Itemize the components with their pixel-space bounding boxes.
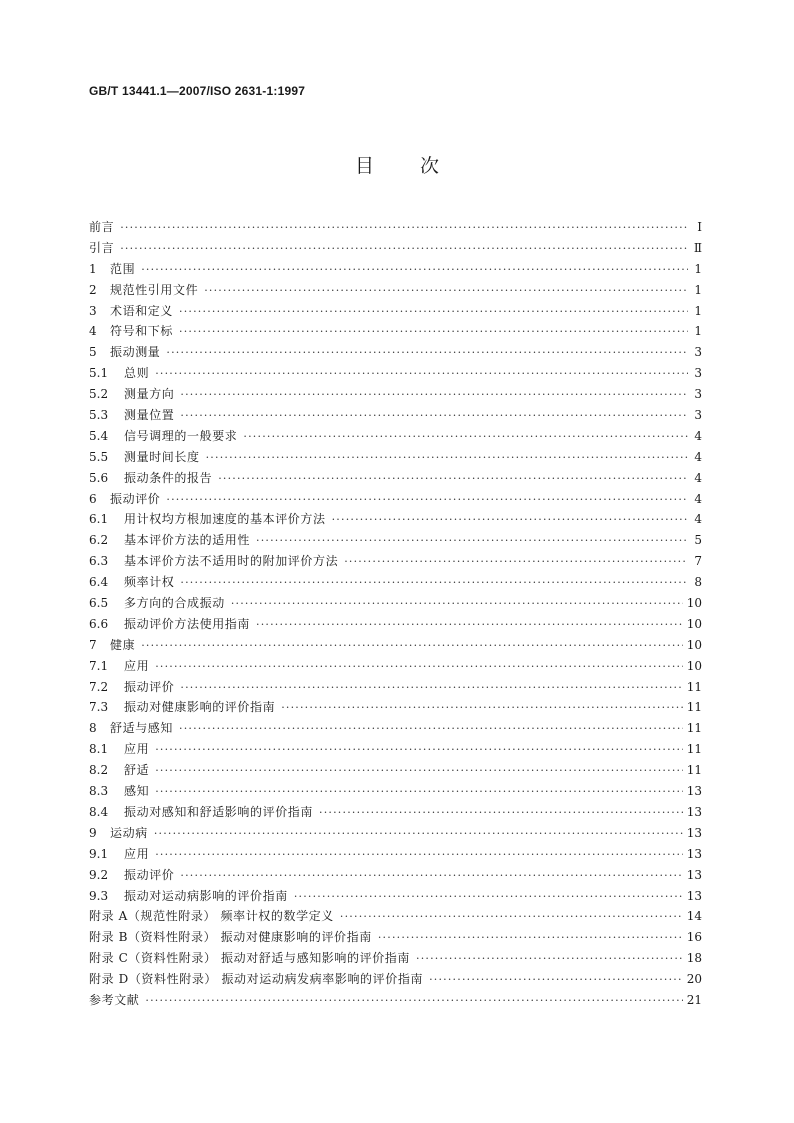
- toc-leader-dots: [154, 824, 683, 845]
- toc-entry-number: 9: [89, 825, 97, 840]
- toc-leader-dots: [141, 636, 683, 657]
- toc-leader-dots: [155, 782, 683, 803]
- toc-entry-page: 1: [694, 324, 702, 339]
- page-title: 目次: [354, 155, 485, 177]
- toc-entry-number: 7.2: [89, 679, 109, 694]
- toc-leader-dots: [416, 949, 683, 970]
- toc-entry-page: 10: [686, 658, 702, 673]
- toc-entry-number: 8.4: [89, 804, 109, 819]
- toc-entry-label: 振动评价: [124, 867, 175, 882]
- toc-entry-page: 1: [694, 261, 702, 276]
- toc-entry[interactable]: [89, 739, 702, 760]
- toc-entry[interactable]: [89, 656, 702, 677]
- toc-entry[interactable]: [89, 321, 702, 342]
- toc-entry-number: 9.1: [89, 846, 109, 861]
- toc-entry[interactable]: [89, 677, 702, 698]
- toc-entry[interactable]: [89, 217, 702, 238]
- toc-leader-dots: [179, 719, 683, 740]
- toc-leader-dots: [155, 761, 683, 782]
- toc-entry-label: 范围: [110, 261, 136, 276]
- toc-entry-label: 参考文献: [89, 992, 140, 1007]
- toc-leader-dots: [179, 322, 688, 343]
- toc-entry-page: 4: [694, 449, 702, 464]
- toc-entry-label: 附录 D（资料性附录） 振动对运动病发病率影响的评价指南: [89, 972, 424, 987]
- toc-entry[interactable]: [89, 509, 702, 530]
- toc-leader-dots: [155, 740, 683, 761]
- standard-code: GB/T 13441.1—2007/ISO 2631-1:1997: [89, 84, 306, 98]
- toc-entry-label: 运动病: [110, 825, 148, 840]
- toc-entry-label: 感知: [124, 784, 150, 799]
- toc-entry-label: 多方向的合成振动: [124, 596, 225, 611]
- toc-entry-label: 振动评价方法使用指南: [124, 616, 251, 631]
- toc-entry-number: 5.3: [89, 408, 109, 423]
- toc-entry-number: 6.6: [89, 616, 109, 631]
- toc-entry-label: 术语和定义: [110, 303, 174, 318]
- toc-entry[interactable]: [89, 990, 702, 1011]
- toc-entry[interactable]: [89, 927, 702, 948]
- toc-entry-label: 振动对健康影响的评价指南: [124, 700, 276, 715]
- toc-leader-dots: [319, 803, 683, 824]
- toc-entry-label: 附录 B（资料性附录） 振动对健康影响的评价指南: [89, 930, 372, 945]
- toc-entry-number: 8: [89, 721, 97, 736]
- toc-entry-page: 4: [694, 491, 702, 506]
- toc-entry-label: 健康: [110, 637, 136, 652]
- toc-entry[interactable]: [89, 969, 702, 990]
- toc-leader-dots: [256, 531, 688, 552]
- toc-entry[interactable]: [89, 886, 702, 907]
- toc-entry-page: 11: [686, 679, 702, 694]
- toc-entry[interactable]: [89, 760, 702, 781]
- toc-entry-number: 5.2: [89, 387, 109, 402]
- toc-entry-page: 13: [686, 846, 702, 861]
- toc-entry-page: 3: [694, 345, 702, 360]
- toc-entry-number: 5.6: [89, 470, 109, 485]
- toc-entry-page: 8: [694, 575, 702, 590]
- toc-entry-label: 信号调理的一般要求: [124, 428, 238, 443]
- toc-entry-label: 振动测量: [110, 345, 161, 360]
- toc-leader-dots: [120, 218, 688, 239]
- toc-entry-label: 测量位置: [124, 408, 175, 423]
- toc-entry-label: 规范性引用文件: [110, 282, 199, 297]
- toc-entry[interactable]: [89, 530, 702, 551]
- toc-entry-page: 13: [686, 825, 702, 840]
- toc-entry-page: 4: [694, 428, 702, 443]
- toc-leader-dots: [180, 573, 688, 594]
- toc-entry-page: 16: [686, 930, 702, 945]
- toc-entry-label: 振动条件的报告: [124, 470, 213, 485]
- toc-leader-dots: [180, 385, 688, 406]
- toc-entry[interactable]: [89, 301, 702, 322]
- toc-entry-number: 9.2: [89, 867, 109, 882]
- toc-entry-label: 振动对运动病影响的评价指南: [124, 888, 288, 903]
- toc-leader-dots: [145, 991, 682, 1012]
- toc-entry-page: Ⅱ: [693, 240, 702, 255]
- toc-entry-label: 附录 A（规范性附录） 频率计权的数学定义: [89, 909, 334, 924]
- toc-entry-page: 11: [686, 700, 702, 715]
- toc-entry-label: 应用: [124, 658, 150, 673]
- toc-leader-dots: [294, 887, 683, 908]
- toc-leader-dots: [218, 469, 688, 490]
- toc-entry-number: 5.4: [89, 428, 109, 443]
- toc-leader-dots: [120, 239, 688, 260]
- toc-entry[interactable]: [89, 802, 702, 823]
- toc-entry[interactable]: [89, 781, 702, 802]
- toc-entry[interactable]: [89, 551, 702, 572]
- toc-entry-number: 5.5: [89, 449, 109, 464]
- toc-entry-page: 13: [686, 888, 702, 903]
- toc-entry[interactable]: [89, 280, 702, 301]
- toc-leader-dots: [179, 302, 688, 323]
- toc-entry-number: 6.1: [89, 512, 109, 527]
- toc-leader-dots: [429, 970, 683, 991]
- toc-entry-label: 振动评价: [110, 491, 161, 506]
- toc-entry-page: 10: [686, 596, 702, 611]
- toc-leader-dots: [155, 364, 688, 385]
- toc-entry-page: 1: [694, 282, 702, 297]
- toc-entry[interactable]: [89, 593, 702, 614]
- toc-entry[interactable]: [89, 342, 702, 363]
- toc-entry-page: 14: [686, 909, 702, 924]
- toc-entry[interactable]: [89, 718, 702, 739]
- toc-entry-number: 7: [89, 637, 97, 652]
- toc-entry-label: 符号和下标: [110, 324, 174, 339]
- toc-entry-number: 4: [89, 324, 97, 339]
- toc-entry[interactable]: [89, 614, 702, 635]
- toc-entry[interactable]: [89, 468, 702, 489]
- toc-entry-page: 18: [686, 951, 702, 966]
- toc-leader-dots: [180, 406, 688, 427]
- toc-entry-label: 用计权均方根加速度的基本评价方法: [124, 512, 326, 527]
- toc-entry-number: 5.1: [89, 366, 109, 381]
- toc-entry[interactable]: [89, 426, 702, 447]
- toc-entry[interactable]: [89, 906, 702, 927]
- toc-entry-page: 11: [686, 721, 702, 736]
- toc-entry-page: 3: [694, 366, 702, 381]
- toc-entry[interactable]: [89, 238, 702, 259]
- toc-entry-page: 13: [686, 867, 702, 882]
- toc-leader-dots: [256, 615, 683, 636]
- toc-entry-page: 11: [686, 763, 702, 778]
- toc-leader-dots: [204, 281, 688, 302]
- toc-entry-label: 应用: [124, 742, 150, 757]
- toc-entry[interactable]: [89, 489, 702, 510]
- toc-entry[interactable]: [89, 405, 702, 426]
- toc-entry[interactable]: [89, 572, 702, 593]
- toc-entry-page: 4: [694, 512, 702, 527]
- toc-entry-number: 2: [89, 282, 97, 297]
- toc-entry-label: 舒适与感知: [110, 721, 174, 736]
- toc-entry-page: 21: [686, 992, 702, 1007]
- toc-entry-page: 3: [694, 408, 702, 423]
- toc-entry-number: 6.5: [89, 596, 109, 611]
- toc-entry[interactable]: [89, 844, 702, 865]
- toc-entry-page: 13: [686, 784, 702, 799]
- toc-entry-label: 舒适: [124, 763, 150, 778]
- toc-entry-label: 基本评价方法的适用性: [124, 533, 251, 548]
- toc-entry-label: 振动评价: [124, 679, 175, 694]
- toc-entry-label: 前言: [89, 220, 115, 234]
- toc-entry-number: 5: [89, 345, 97, 360]
- toc-entry-page: Ⅰ: [697, 220, 702, 234]
- toc-entry-label: 基本评价方法不适用时的附加评价方法: [124, 554, 339, 569]
- toc-entry-number: 1: [89, 261, 97, 276]
- toc-leader-dots: [155, 845, 683, 866]
- toc-entry-number: 8.2: [89, 763, 109, 778]
- toc-leader-dots: [141, 260, 688, 281]
- toc-entry[interactable]: [89, 865, 702, 886]
- toc-leader-dots: [332, 510, 688, 531]
- toc-entry-page: 4: [694, 470, 702, 485]
- toc-entry-number: 6.3: [89, 554, 109, 569]
- toc-entry[interactable]: [89, 635, 702, 656]
- toc-entry[interactable]: [89, 823, 702, 844]
- toc-entry-label: 测量时间长度: [124, 449, 200, 464]
- table-of-contents: [89, 217, 702, 1011]
- toc-leader-dots: [340, 907, 683, 928]
- toc-entry[interactable]: [89, 384, 702, 405]
- toc-entry-page: 11: [686, 742, 702, 757]
- toc-entry-page: 20: [686, 972, 702, 987]
- toc-entry-page: 13: [686, 804, 702, 819]
- toc-entry-number: 8.3: [89, 784, 109, 799]
- toc-entry-page: 3: [694, 387, 702, 402]
- toc-entry-number: 6.2: [89, 533, 109, 548]
- toc-leader-dots: [166, 490, 688, 511]
- toc-entry-page: 7: [694, 554, 702, 569]
- toc-leader-dots: [243, 427, 688, 448]
- toc-entry-page: 1: [694, 303, 702, 318]
- toc-entry[interactable]: [89, 447, 702, 468]
- toc-entry-number: 6.4: [89, 575, 109, 590]
- toc-leader-dots: [166, 343, 688, 364]
- toc-entry-page: 5: [694, 533, 702, 548]
- toc-entry[interactable]: [89, 363, 702, 384]
- toc-leader-dots: [231, 594, 683, 615]
- toc-leader-dots: [281, 698, 683, 719]
- toc-entry-label: 频率计权: [124, 575, 175, 590]
- toc-entry-page: 10: [686, 616, 702, 631]
- toc-entry-label: 振动对感知和舒适影响的评价指南: [124, 804, 314, 819]
- toc-leader-dots: [155, 657, 683, 678]
- toc-entry-label: 测量方向: [124, 387, 175, 402]
- toc-leader-dots: [206, 448, 688, 469]
- toc-leader-dots: [344, 552, 688, 573]
- toc-entry-number: 6: [89, 491, 97, 506]
- toc-entry[interactable]: [89, 697, 702, 718]
- toc-entry-number: 3: [89, 303, 97, 318]
- toc-leader-dots: [180, 866, 682, 887]
- toc-leader-dots: [180, 678, 682, 699]
- toc-entry-label: 应用: [124, 846, 150, 861]
- toc-entry-number: 9.3: [89, 888, 109, 903]
- toc-entry-number: 7.3: [89, 700, 109, 715]
- toc-entry[interactable]: [89, 259, 702, 280]
- toc-entry[interactable]: [89, 948, 702, 969]
- toc-entry-label: 引言: [89, 240, 115, 255]
- toc-entry-label: 总则: [124, 366, 150, 381]
- toc-leader-dots: [378, 928, 683, 949]
- toc-entry-page: 10: [686, 637, 702, 652]
- toc-entry-number: 7.1: [89, 658, 109, 673]
- toc-entry-number: 8.1: [89, 742, 109, 757]
- toc-entry-label: 附录 C（资料性附录） 振动对舒适与感知影响的评价指南: [89, 951, 411, 966]
